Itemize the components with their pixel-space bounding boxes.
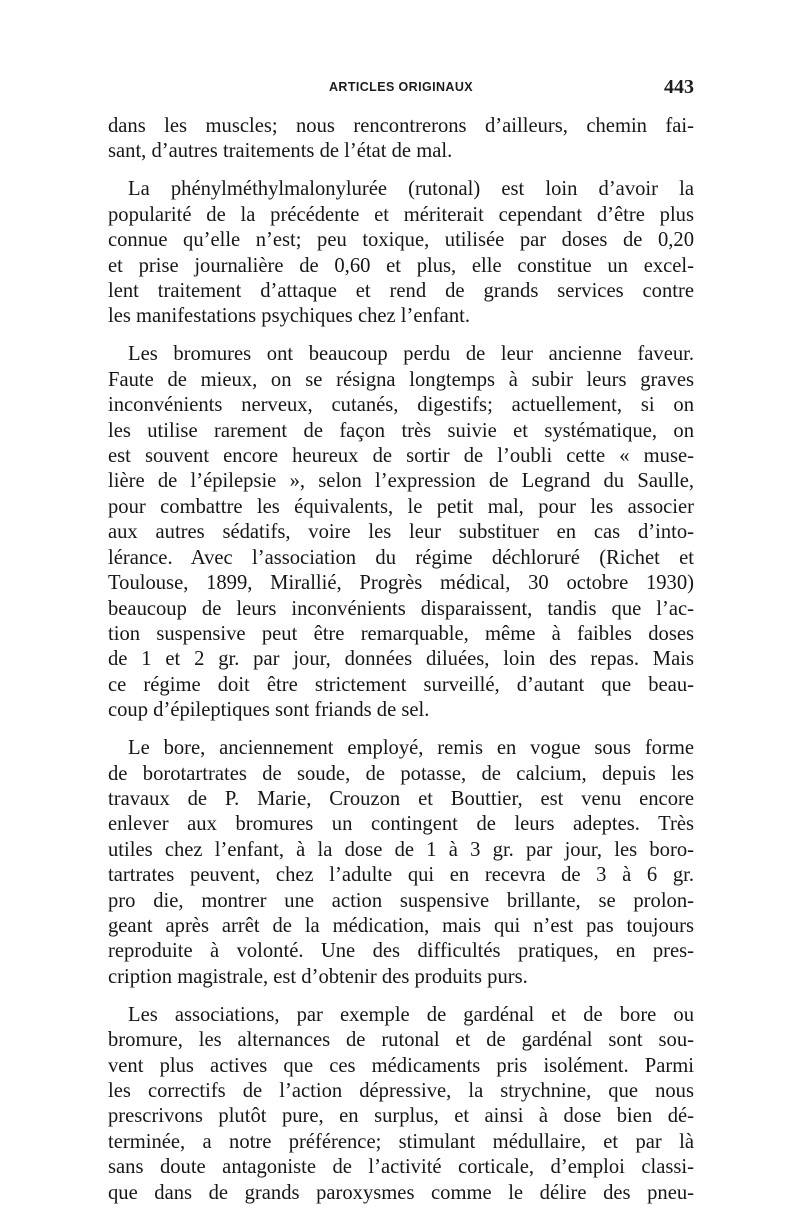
text-line: popularité de la précédente et mériterait cependant d’être plus bbox=[108, 203, 694, 226]
text-line: les correctifs de l’action dépressive, la strychnine, que nous bbox=[108, 1080, 694, 1102]
paragraph bbox=[108, 177, 694, 329]
running-head bbox=[108, 76, 694, 104]
text-line: geant après arrêt de la médication, mais qui n’est pas toujours bbox=[108, 914, 694, 937]
text-line: Le bore, anciennement employé, remis en vogue sous forme bbox=[128, 737, 694, 760]
text-line: les manifestations psychiques chez l’enfant. bbox=[108, 305, 470, 328]
text-line: dans les muscles; nous rencontrerons d’ailleurs, chemin fai- bbox=[108, 115, 694, 137]
page-number: 443 bbox=[664, 76, 694, 98]
paragraph bbox=[108, 736, 694, 990]
text-line: pour combattre les équivalents, le petit mal, pour les associer bbox=[108, 495, 694, 518]
text-line: tartrates peuvent, chez l’adulte qui en recevra de 3 à 6 gr. bbox=[108, 864, 694, 887]
text-line: inconvénients nerveux, cutanés, digestifs; actuellement, si on bbox=[108, 394, 694, 417]
text-line: La phénylméthylmalonylurée (rutonal) est loin d’avoir la bbox=[128, 178, 694, 201]
text-line: vent plus actives que ces médicaments pris isolément. Parmi bbox=[108, 1054, 694, 1077]
text-line: ce régime doit être strictement surveillé, d’autant que beau- bbox=[108, 673, 694, 696]
text-line: bromure, les alternances de rutonal et de gardénal sont sou- bbox=[108, 1029, 694, 1052]
paragraph bbox=[108, 114, 694, 165]
text-line: enlever aux bromures un contingent de leurs adeptes. Très bbox=[108, 813, 694, 836]
body-text bbox=[108, 114, 694, 1219]
text-line: utiles chez l’enfant, à la dose de 1 à 3 gr. par jour, les boro- bbox=[108, 838, 694, 861]
text-line: est souvent encore heureux de sortir de l’oubli cette « muse- bbox=[108, 445, 694, 468]
text-line: sant, d’autres traitements de l’état de mal. bbox=[108, 140, 453, 163]
text-line: beaucoup de leurs inconvénients disparaissent, tandis que l’ac- bbox=[108, 597, 694, 620]
text-line: reproduite à volonté. Une des difficultés pratiques, en pres- bbox=[108, 940, 694, 963]
paragraph bbox=[108, 1003, 694, 1206]
text-line: que dans de grands paroxysmes comme le délire des pneu- bbox=[108, 1181, 694, 1204]
text-line: Les bromures ont beaucoup perdu de leur ancienne faveur. bbox=[128, 343, 694, 366]
text-line: lérance. Avec l’association du régime déchloruré (Richet et bbox=[108, 546, 694, 569]
text-line: terminée, a notre préférence; stimulant médullaire, et par là bbox=[108, 1130, 694, 1153]
text-line: Faute de mieux, on se résigna longtemps à subir leurs graves bbox=[108, 368, 694, 391]
text-line: prescrivons plutôt pure, en surplus, et ainsi à dose bien dé- bbox=[108, 1105, 694, 1128]
text-line: tion suspensive peut être remarquable, même à faibles doses bbox=[108, 622, 694, 645]
running-title: ARTICLES ORIGINAUX bbox=[328, 80, 473, 94]
text-line: de 1 et 2 gr. par jour, données diluées, loin des repas. Mais bbox=[108, 648, 694, 671]
text-line: Toulouse, 1899, Mirallié, Progrès médical, 30 octobre 1930) bbox=[108, 572, 694, 595]
text-line: aux autres sédatifs, voire les leur substituer en cas d’into- bbox=[108, 521, 694, 544]
text-line: lière de l’épilepsie », selon l’expression de Legrand du Saulle, bbox=[108, 470, 694, 493]
paragraph bbox=[108, 342, 694, 723]
text-line: connue qu’elle n’est; peu toxique, utilisée par doses de 0,20 bbox=[108, 229, 694, 252]
text-line: les utilise rarement de façon très suivie et systématique, on bbox=[108, 419, 694, 442]
text-line: Les associations, par exemple de gardénal et de bore ou bbox=[128, 1003, 694, 1026]
text-line: et prise journalière de 0,60 et plus, elle constitue un excel- bbox=[108, 254, 694, 277]
text-line: pro die, montrer une action suspensive brillante, se prolon- bbox=[108, 889, 694, 912]
text-line: cription magistrale, est d’obtenir des produits purs. bbox=[108, 965, 528, 988]
text-line: lent traitement d’attaque et rend de grands services contre bbox=[108, 280, 694, 303]
text-line: sans doute antagoniste de l’activité corticale, d’emploi classi- bbox=[108, 1156, 694, 1179]
text-line: coup d’épileptiques sont friands de sel. bbox=[108, 699, 430, 722]
text-line: travaux de P. Marie, Crouzon et Bouttier, est venu encore bbox=[108, 787, 694, 810]
text-line: de borotartrates de soude, de potasse, de calcium, depuis les bbox=[108, 762, 694, 785]
